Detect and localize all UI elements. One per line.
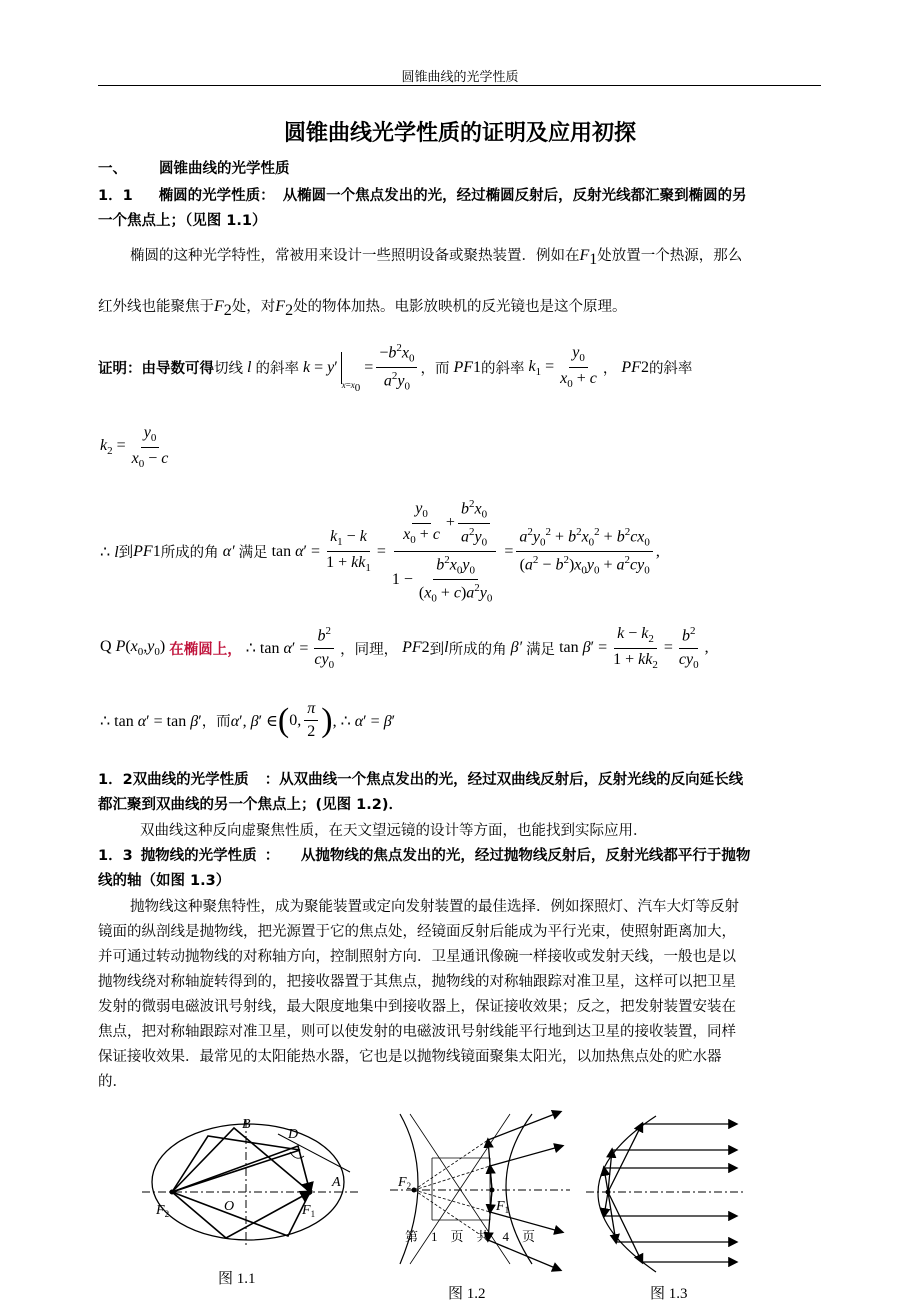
label-D: D	[288, 1127, 299, 1142]
subsection-label: 椭圆的光学性质：	[158, 188, 275, 204]
figure-ellipse	[140, 1110, 360, 1250]
paragraph-parabola-line: 发射的微弱电磁波讯号射线，最大限度地集中到接收器上，保证接收效果；反之，把发射装置安装在	[98, 999, 736, 1015]
section-number: 一、	[98, 161, 127, 177]
paragraph-parabola-line: 并可通过转动抛物线的对称轴方向，控制照射方向．卫星通讯像碗一样接收或发射天线，一般也是以	[98, 949, 736, 965]
label-F1: $F_1$	[302, 1203, 316, 1219]
proof-conclusion: ∴ tan α′ = tan β′ ，而 α′, β′ ∈ ( 0, $\frac{\pi}{2}$ ) , ∴ α′ = β′	[100, 700, 396, 741]
figure-1-2-caption: 图 1.2	[448, 1286, 486, 1302]
header-rule	[98, 85, 821, 86]
paragraph-parabola-line: 镜面的纵剖线是抛物线，把光源置于它的焦点处，经镜面反射后能成为平行光束，使照射距离加大，	[98, 924, 736, 940]
running-header: 圆锥曲线的光学性质	[401, 70, 519, 85]
paragraph-parabola-line: 的．	[98, 1074, 127, 1090]
paragraph-parabola-line: 抛物线绕对称轴旋转得到的，把接收器置于其焦点，抛物线的对称轴跟踪对准卫星，这样可以把卫星	[98, 974, 736, 990]
section-heading	[98, 157, 290, 178]
label-F2: $F_2$	[398, 1175, 412, 1191]
subsection-1-1	[98, 184, 747, 205]
subsection-1-2: 1．2双曲线的光学性质 ：从双曲线一个焦点发出的光，经过双曲线反射后，反射光线的反向延长线	[98, 772, 744, 788]
paragraph-ellipse-1: 椭圆的这种光学特性，常被用来设计一些照明设备或聚热装置．例如在$F_1$处放置一个热源，那么	[130, 247, 743, 268]
label-O: O	[224, 1199, 235, 1214]
subsection-text: 从椭圆一个焦点发出的光，经过椭圆反射后，反射光线都汇聚到椭圆的另	[282, 188, 747, 204]
proof-slope: 证明：由导数可得 切线 l 的斜率 k = y′ $_{x =x_0}$ = $\frac{-b^2x_0}{a^2y_0}$ ，而 PF 1 的斜率 $k_1$ = $\frac{y_0}{x_0 + c}$ ， PF 2 的斜率	[98, 342, 693, 394]
subsection-number: 1．1	[98, 188, 133, 204]
paragraph-parabola-line: 抛物线这种聚焦特性，成为聚能装置或定向发射装置的最佳选择．例如探照灯、汽车大灯等反射	[130, 899, 739, 915]
page-title: 圆锥曲线光学性质的证明及应用初探	[283, 121, 636, 146]
label-F1: $F_1$	[496, 1199, 510, 1215]
figure-1-3-caption: 图 1.3	[650, 1286, 688, 1302]
proof-label: 证明：由导数可得	[98, 361, 214, 378]
proof-k2: $k_2$ = $\frac{y_0}{x_0 - c}$	[100, 424, 169, 471]
paragraph-parabola-line: 焦点，把对称轴跟踪对准卫星，则可以使发射的电磁波讯号射线能平行地到达卫星的接收装置，同样	[98, 1024, 736, 1040]
page-footer: 第 1 页 共 4 页	[405, 1229, 536, 1244]
subsection-text-cont: 一个焦点上；（见图 1.1）	[98, 213, 267, 229]
subsection-1-2-cont: 都汇聚到双曲线的另一个焦点上；(见图 1.2)．	[98, 797, 403, 813]
proof-q-line: Q $P(x_0,y_0)$ 在椭圆上， ∴ tan α′ = $\frac{b^2}{cy_0}$ ，同理， PF 2 到 l 所成的角 β′ 满足 tan β′ = $\frac{k - k_2}{1 + kk_2}$ = $\frac{b^2}{cy_0}$ ,	[100, 625, 709, 672]
subsection-1-3: 1．3 抛物线的光学性质 ： 从抛物线的焦点发出的光，经过抛物线反射后，反射光线都平行于抛物	[98, 848, 751, 864]
paragraph-hyperbola: 双曲线这种反向虚聚焦性质，在天文望远镜的设计等方面，也能找到实际应用．	[140, 823, 648, 839]
subsection-1-3-cont: 线的轴（如图 1.3）	[98, 873, 231, 889]
proof-tan-alpha: ∴ l 到 PF 1 所成的角 α′ 满足 tan α′ = $\frac{k_1 - k}{1 + kk_1}$ = $\frac{y_0}{x_0 + c}$ + $\frac{b^2x_0}{a^2y_0}$ 1 − $\frac{b^2x_0y_0}{(x_0 + c)a^2y_0}$ = $\frac{a^2y_0^2 + b^2x_0^2 + b^2cx_0}{(a^2 - b^2)x_0y_0 + a^2cy_0}$ ,	[100, 498, 660, 605]
paragraph-parabola-line: 保证接收效果．最常见的太阳能热水器，它也是以抛物线镜面聚集太阳光，以加热焦点处的贮水器	[98, 1049, 722, 1065]
label-B: B	[242, 1117, 251, 1132]
figure-hyperbola	[390, 1108, 570, 1278]
figure-1-1-caption: 图 1.1	[218, 1271, 256, 1287]
section-title: 圆锥曲线的光学性质	[159, 161, 290, 177]
label-F2: $F_2$	[156, 1203, 170, 1219]
label-A: A	[332, 1175, 341, 1190]
on-ellipse-note: 在椭圆上，	[169, 641, 242, 658]
paragraph-ellipse-2: 红外线也能聚焦于$F_2$处，对$F_2$处的物体加热。电影放映机的反光镜也是这个原理。	[98, 298, 627, 319]
figure-parabola	[576, 1112, 752, 1278]
